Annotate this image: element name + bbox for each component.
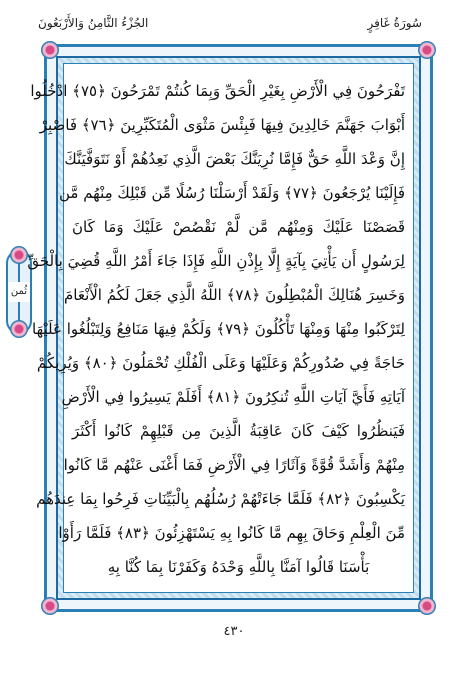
text-line: أَبْوَابَ جَهَنَّمَ خَالِدِينَ فِيهَا فَبِئْسَ مَثْوَى الْمُتَكَبِّرِينَ ﴿٧٦﴾ فَاصْبِرْ (39, 116, 405, 134)
text-line: فَيَنظُرُوا كَيْفَ كَانَ عَاقِبَةُ الَّذِينَ مِن قَبْلِهِمْ كَانُوا أَكْثَرَ (72, 422, 405, 440)
text-line: بَأْسَنَا قَالُوا آمَنَّا بِاللَّهِ وَحْدَهُ وَكَفَرْنَا بِمَا كُنَّا بِهِ (107, 558, 370, 576)
page-header (0, 12, 468, 38)
page-frame (27, 44, 433, 612)
quran-text-panel (27, 63, 414, 593)
text-line: قَصَصْنَا عَلَيْكَ وَمِنْهُم مَّن لَّمْ نَقْصُصْ عَلَيْكَ وَمَا كَانَ (72, 218, 405, 236)
text-line: لِرَسُولٍ أَن يَأْتِيَ بِآيَةٍ إِلَّا بِإِذْنِ اللَّهِ فَإِذَا جَاءَ أَمْرُ اللَّهِ قُضِيَ بِالْحَقِّ (27, 252, 405, 270)
corner-ornament-icon (41, 597, 59, 615)
flower-ornament-icon (10, 246, 28, 264)
text-line: وَخَسِرَ هُنَالِكَ الْمُبْطِلُونَ ﴿٧٨﴾ اللَّهُ الَّذِي جَعَلَ لَكُمُ الْأَنْعَامَ (63, 286, 405, 304)
thumn-label: ثُمن (8, 282, 30, 302)
corner-ornament-icon (41, 41, 59, 59)
text-line: حَاجَةً فِي صُدُورِكُمْ وَعَلَيْهَا وَعَلَى الْفُلْكِ تُحْمَلُونَ ﴿٨٠﴾ وَيُرِيكُمْ (36, 354, 405, 372)
corner-ornament-icon (418, 41, 436, 59)
text-line: تَفْرَحُونَ فِي الْأَرْضِ بِغَيْرِ الْحَقِّ وَبِمَا كُنتُمْ تَمْرَحُونَ ﴿٧٥﴾ ادْخُلُوا (30, 82, 405, 100)
text-line: لِتَرْكَبُوا مِنْهَا وَمِنْهَا تَأْكُلُونَ ﴿٧٩﴾ وَلَكُمْ فِيهَا مَنَافِعُ وَلِتَبْلُغُوا عَلَيْهَا (32, 320, 405, 338)
text-line: إِنَّ وَعْدَ اللَّهِ حَقٌّ فَإِمَّا نُرِيَنَّكَ بَعْضَ الَّذِي نَعِدُهُمْ أَوْ نَتَوَفَّيَنَّكَ (64, 150, 405, 168)
text-line: مِنْهُمْ وَأَشَدَّ قُوَّةً وَآثَارًا فِي الْأَرْضِ فَمَا أَغْنَى عَنْهُم مَّا كَانُوا (63, 456, 405, 474)
text-line: آيَاتِهِ فَأَيَّ آيَاتِ اللَّهِ تُنكِرُونَ ﴿٨١﴾ أَفَلَمْ يَسِيرُوا فِي الْأَرْضِ (61, 388, 405, 406)
surah-name: سُورَةُ غَافِرٍ (367, 16, 422, 30)
hizb-label: الجُزْءُ الثَّامِنُ وَالأَرْبَعُونَ (38, 16, 149, 30)
corner-ornament-icon (418, 597, 436, 615)
text-line: فَإِلَيْنَا يُرْجَعُونَ ﴿٧٧﴾ وَلَقَدْ أَرْسَلْنَا رُسُلًا مِّن قَبْلِكَ مِنْهُم مَّن (58, 184, 405, 202)
page-number: ٤٣٠ (223, 624, 245, 639)
text-line: يَكْسِبُونَ ﴿٨٢﴾ فَلَمَّا جَاءَتْهُمْ رُسُلُهُم بِالْبَيِّنَاتِ فَرِحُوا بِمَا عِندَهُم (36, 490, 405, 508)
flower-ornament-icon (10, 320, 28, 338)
text-line: مِّنَ الْعِلْمِ وَحَاقَ بِهِم مَّا كَانُوا بِهِ يَسْتَهْزِئُونَ ﴿٨٣﴾ فَلَمَّا رَأَوْا (58, 524, 405, 542)
